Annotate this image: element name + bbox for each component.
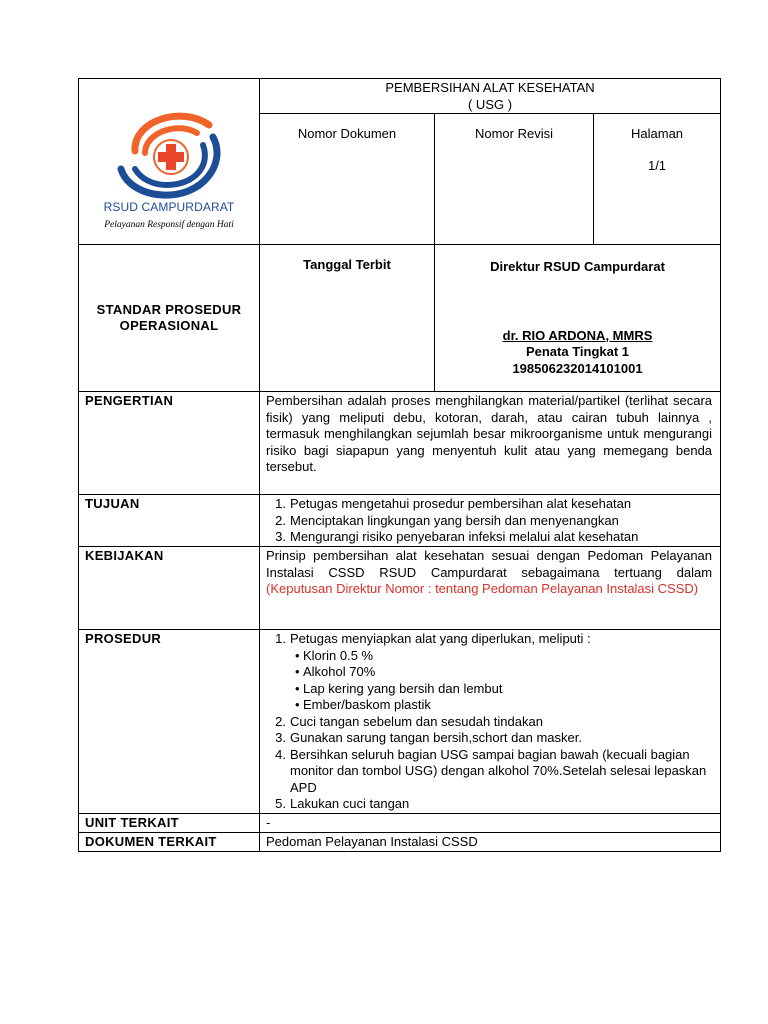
kebijakan-reference: (Keputusan Direktur Nomor : tentang Pedoman Pelayanan Instalasi CSSD) <box>266 581 699 596</box>
list-item: 3. Mengurangi risiko penyebaran infeksi melalui alat kesehatan <box>275 529 639 544</box>
list-item: 4. Bersihkan seluruh bagian USG sampai bagian bawah (kecuali bagian monitor dan tombol USG) dengan alkohol 70%.Setelah selesai lepaskan APD <box>275 746 707 795</box>
pengertian-label: PENGERTIAN <box>79 392 260 495</box>
title-line-1: PEMBERSIHAN ALAT KESEHATAN <box>385 80 595 95</box>
equipment-list <box>266 648 712 714</box>
hospital-logo-icon <box>111 111 227 201</box>
nomor-revisi-cell <box>435 114 594 245</box>
list-item: • Klorin 0.5 % <box>295 648 712 665</box>
director-name: dr. RIO ARDONA, MMRS <box>502 327 653 343</box>
kebijakan-content <box>260 547 721 630</box>
dokumen-terkait-value: Pedoman Pelayanan Instalasi CSSD <box>260 832 721 851</box>
list-item: 3. Gunakan sarung tangan bersih,schort dan masker. <box>275 730 582 745</box>
list-item: 1. Petugas menyiapkan alat yang diperlukan, meliputi : <box>275 631 591 646</box>
unit-terkait-value: - <box>260 814 721 833</box>
list-item: 2. Menciptakan lingkungan yang bersih dan menyenangkan <box>275 512 619 528</box>
director-nip: 198506232014101001 <box>512 360 643 376</box>
sop-table <box>78 78 721 852</box>
director-rank: Penata Tingkat 1 <box>525 344 630 359</box>
tanggal-terbit-label: Tanggal Terbit <box>303 257 391 272</box>
tujuan-label: TUJUAN <box>79 495 260 547</box>
nomor-dokumen-cell <box>260 114 435 245</box>
document-title <box>260 79 721 114</box>
kebijakan-label: KEBIJAKAN <box>79 547 260 630</box>
hospital-tagline: Pelayanan Responsif dengan Hati <box>104 219 234 230</box>
prosedur-content <box>260 630 721 814</box>
sop-label-cell <box>79 245 260 392</box>
list-item: 5. Lakukan cuci tangan <box>275 796 410 811</box>
director-cell <box>435 245 721 392</box>
logo-cell <box>79 79 260 245</box>
sop-label-line-1: STANDAR PROSEDUR <box>96 301 242 317</box>
list-item: 2. Cuci tangan sebelum dan sesudah tindakan <box>275 713 543 729</box>
nomor-revisi-label: Nomor Revisi <box>474 126 553 141</box>
tujuan-content <box>260 495 721 547</box>
list-item: • Alkohol 70% <box>295 664 712 681</box>
tanggal-terbit-cell <box>260 245 435 392</box>
title-line-2: ( USG ) <box>467 96 513 112</box>
nomor-dokumen-label: Nomor Dokumen <box>297 126 397 141</box>
prosedur-label: PROSEDUR <box>79 630 260 814</box>
dokumen-terkait-label: DOKUMEN TERKAIT <box>79 832 260 851</box>
direktur-label: Direktur RSUD Campurdarat <box>490 259 665 274</box>
list-item: • Lap kering yang bersih dan lembut <box>295 681 712 698</box>
kebijakan-text: Prinsip pembersihan alat kesehatan sesuai dengan Pedoman Pelayanan Instalasi CSSD RSUD Campurdarat sebagaimana tertuang dalam <box>266 548 713 580</box>
halaman-value: 1/1 <box>647 157 667 173</box>
unit-terkait-label: UNIT TERKAIT <box>79 814 260 833</box>
hospital-name: RSUD CAMPURDARAT <box>103 199 235 214</box>
sop-label-line-2: OPERASIONAL <box>119 318 219 333</box>
pengertian-text: Pembersihan adalah proses menghilangkan material/partikel (terlihat secara fisik) yang meliputi debu, kotoran, darah, atau cairan tubuh lainnya , termasuk menghilangkan sejumlah besar mikroorganisme untuk mengurangi risiko bagi siapapun yang menyentuh kulit atau yang memegang benda tersebut. <box>260 392 721 495</box>
halaman-label: Halaman <box>631 126 684 141</box>
halaman-cell <box>594 114 721 245</box>
list-item: 1. Petugas mengetahui prosedur pembersihan alat kesehatan <box>275 496 632 511</box>
list-item: • Ember/baskom plastik <box>295 697 712 714</box>
